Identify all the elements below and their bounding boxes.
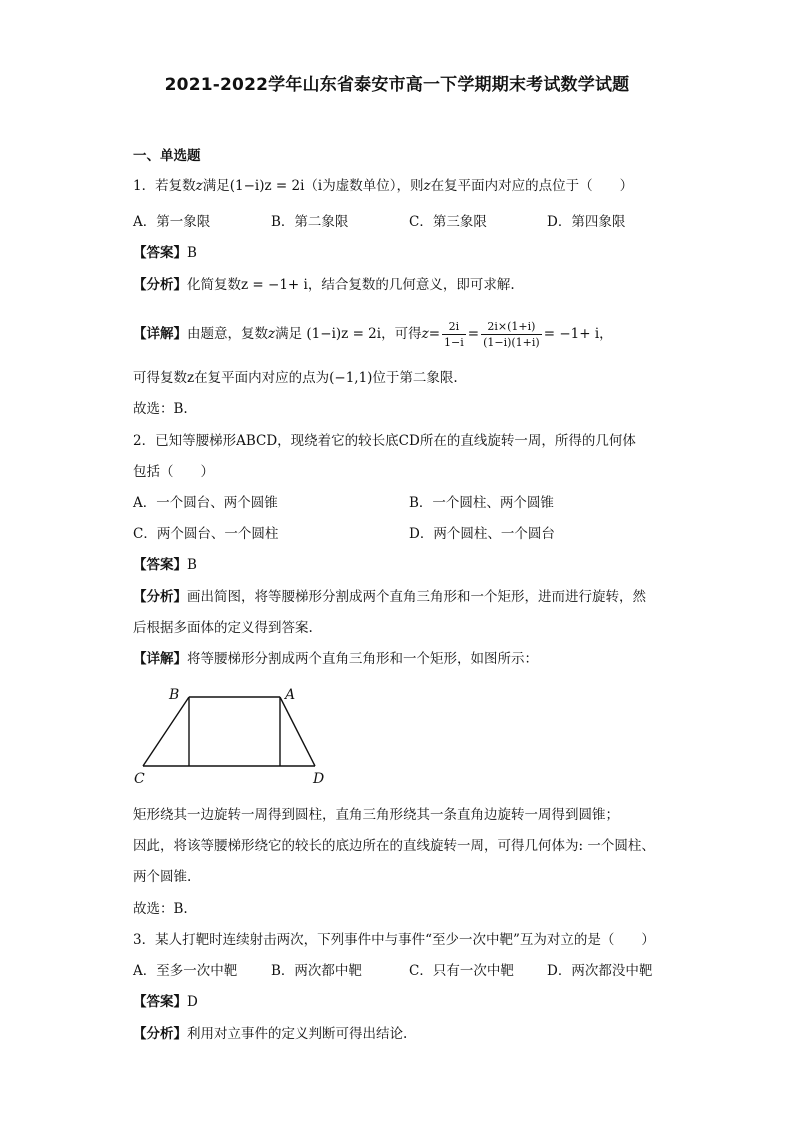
q1-option-c: C．第三象限	[409, 214, 487, 230]
q2-analysis-line2: 后根据多面体的定义得到答案.	[133, 620, 313, 636]
q1-fraction-2	[481, 319, 542, 350]
q1-var-z2: z	[423, 178, 431, 194]
q2-analysis-tag: 【分析】	[133, 589, 187, 605]
q1-choose: 故选：B.	[133, 401, 188, 417]
q1-analysis-tag: 【分析】	[133, 277, 187, 293]
q1-fraction-1-numerator: 2i	[442, 319, 466, 335]
q2-detail-tag: 【详解】	[133, 651, 187, 667]
q2-stem-line1: 2．已知等腰梯形ABCD，现绕着它的较长底CD所在的直线旋转一周，所得的几何体	[133, 433, 636, 449]
q1-detail-eq2: =	[467, 326, 480, 342]
q3-option-d: D．两次都没中靶	[547, 963, 653, 979]
q2-stem-line2: 包括（ ）	[133, 464, 214, 480]
q3-answer-tag: 【答案】	[133, 994, 187, 1010]
q1-detail-line2: 可得复数z在复平面内对应的点为(−1,1)位于第二象限.	[133, 370, 458, 386]
q1-option-b: B．第二象限	[271, 214, 349, 230]
trapezoid-figure	[133, 682, 333, 790]
q1-fraction-1-denominator: 1−i	[444, 336, 464, 349]
q2-analysis-text1: 画出简图，将等腰梯形分割成两个直角三角形和一个矩形，进而进行旋转，然	[187, 589, 646, 605]
page-title: 2021-2022学年山东省泰安市高一下学期期末考试数学试题	[164, 75, 630, 95]
q1-analysis-text: 化简复数z = −1+ i，结合复数的几何意义，即可求解.	[187, 277, 515, 293]
q2-answer-value: B	[187, 557, 197, 573]
q1-fraction-2-denominator: (1−i)(1+i)	[483, 336, 540, 349]
q3-analysis-text: 利用对立事件的定义判断可得出结论.	[187, 1026, 408, 1042]
q1-stem-c: （i为虚数单位），则	[304, 178, 424, 194]
q2-choose: 故选：B.	[133, 901, 188, 917]
q1-answer	[133, 243, 197, 263]
q2-after-line2: 因此，将该等腰梯形绕它的较长的底边所在的直线旋转一周，可得几何体为: 一个圆柱、	[133, 838, 655, 854]
q2-option-d: D．两个圆柱、一个圆台	[409, 526, 555, 542]
q1-detail-a: 由题意，复数	[187, 326, 268, 342]
q2-answer	[133, 555, 197, 575]
q2-detail	[133, 649, 538, 669]
q3-answer	[133, 992, 198, 1012]
q1-stem-d: 在复平面内对应的点位于（ ）	[430, 178, 634, 194]
q1-detail-tag: 【详解】	[133, 326, 187, 342]
section-heading: 一、单选题	[133, 148, 201, 164]
q1-stem-a: 1．若复数	[133, 178, 196, 194]
q1-analysis	[133, 275, 515, 295]
label-a: A	[285, 687, 296, 703]
q2-option-c: C．两个圆台、一个圆柱	[133, 526, 279, 542]
label-c: C	[134, 771, 145, 787]
q1-equation: (1−i)z = 2i	[229, 178, 305, 194]
q2-after-line1: 矩形绕其一边旋转一周得到圆柱，直角三角形绕其一条直角边旋转一周得到圆锥；	[133, 807, 619, 823]
q1-detail-c: = −1+ i，	[543, 326, 613, 342]
q1-detail-var-z2: z	[421, 326, 429, 342]
q2-analysis-line1	[133, 587, 646, 607]
q1-stem-b: 满足	[202, 178, 230, 194]
q2-option-b: B．一个圆柱、两个圆锥	[409, 495, 554, 511]
q3-analysis	[133, 1024, 407, 1044]
q3-stem: 3．某人打靶时连续射击两次，下列事件中与事件“至少一次中靶”互为对立的是（ ）	[133, 932, 655, 948]
q2-option-a: A．一个圆台、两个圆锥	[133, 495, 278, 511]
q2-answer-tag: 【答案】	[133, 557, 187, 573]
q1-detail-b: 满足 (1−i)z = 2i，可得	[275, 326, 422, 342]
q1-detail	[133, 317, 613, 351]
q2-detail-text: 将等腰梯形分割成两个直角三角形和一个矩形，如图所示：	[187, 651, 538, 667]
q3-analysis-tag: 【分析】	[133, 1026, 187, 1042]
q3-answer-value: D	[187, 994, 198, 1010]
trapezoid-side-ad	[280, 697, 315, 766]
q1-fraction-1	[442, 319, 466, 350]
q1-detail-var-z: z	[268, 326, 276, 342]
q1-fraction-2-numerator: 2i×(1+i)	[481, 319, 542, 335]
q1-answer-value: B	[187, 245, 197, 261]
q1-detail-eq: =	[428, 326, 441, 342]
label-d: D	[313, 771, 325, 787]
q1-answer-tag: 【答案】	[133, 245, 187, 261]
q1-var-z: z	[195, 178, 203, 194]
q3-option-b: B．两次都中靶	[271, 963, 362, 979]
trapezoid-side-cb	[143, 697, 189, 766]
q2-after-line3: 两个圆锥.	[133, 869, 192, 885]
q1-stem	[133, 176, 633, 196]
q1-option-a: A．第一象限	[133, 214, 211, 230]
q1-option-d: D．第四象限	[547, 214, 626, 230]
q3-option-a: A．至多一次中靶	[133, 963, 238, 979]
q3-option-c: C．只有一次中靶	[409, 963, 514, 979]
label-b: B	[169, 687, 180, 703]
